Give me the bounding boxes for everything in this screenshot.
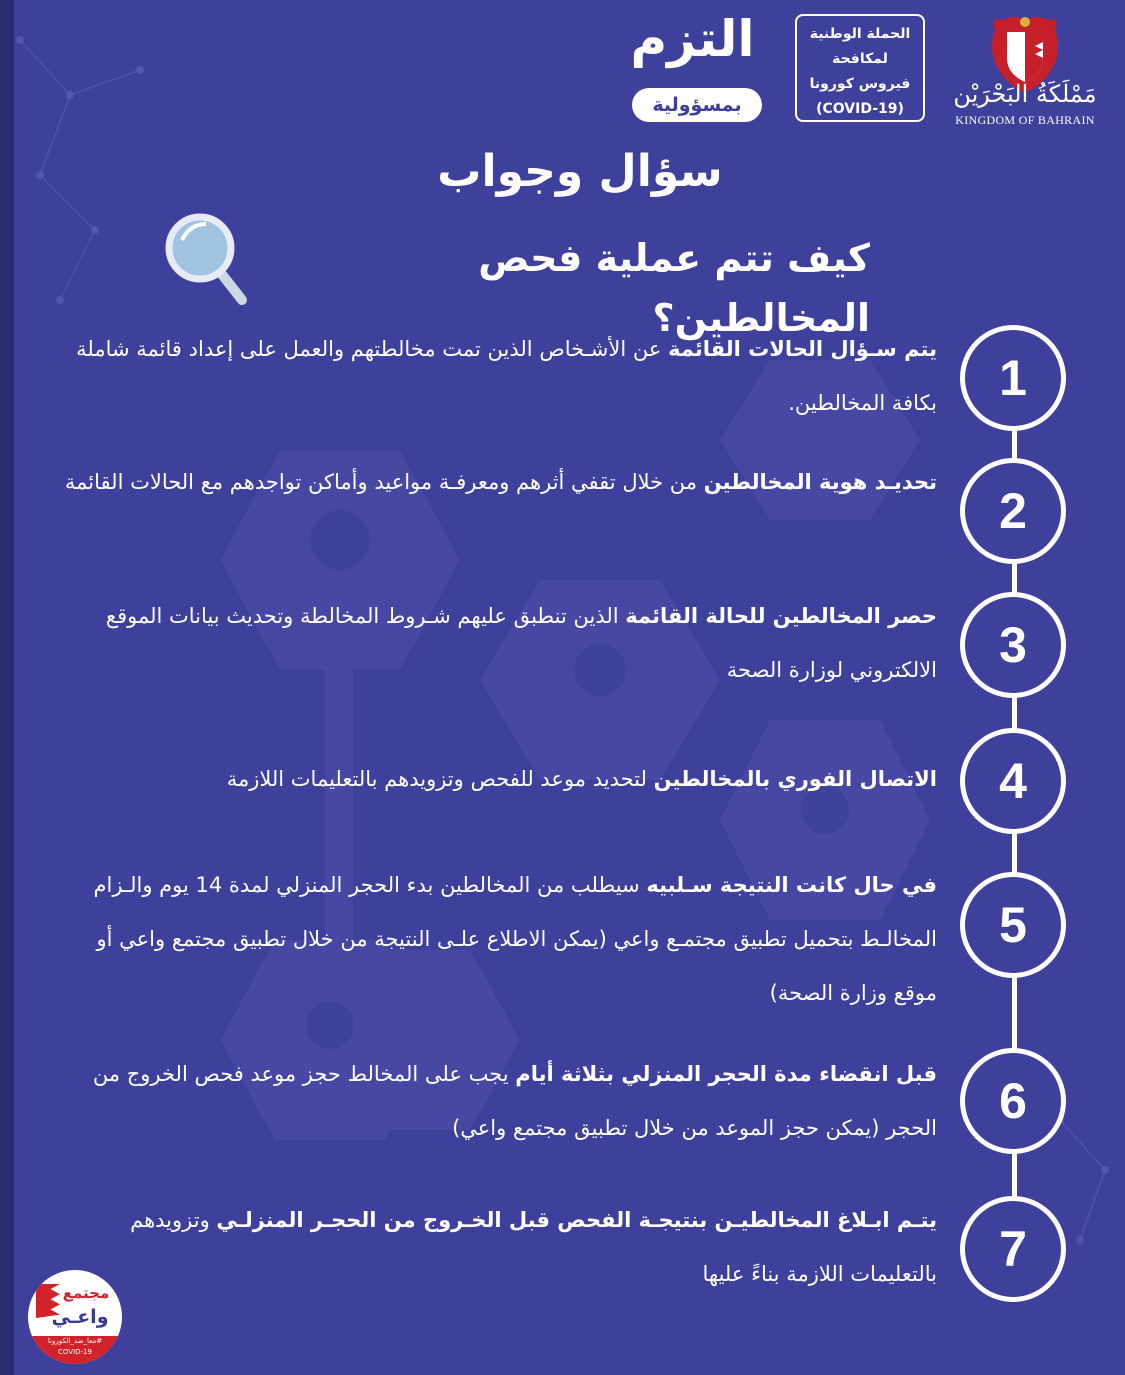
step-number-4: 4 [960,728,1066,834]
national-campaign-badge [795,14,925,122]
mujtama-waei-logo [28,1270,122,1364]
step-5-rest: سيطلب من المخالطين بدء الحجر المنزلي لمدة 14 يوم والـزام المخالـط بتحميل تطبيق مجتمـع واعي (يمكن الاطلاع علـى النتيجة من خلال تطبيق مجتمع واعي أو موقع وزارة الصحة) [93,873,937,1005]
step-text-1 [55,322,937,430]
step-4-rest: لتحديد موعد للفحص وتزويدهم بالتعليمات اللازمة [226,767,654,791]
step-number-1: 1 [960,325,1066,431]
step-text-5 [55,858,937,1020]
left-edge-strip [0,0,14,1375]
logo-covid: COVID-19 [58,1348,92,1356]
step-2-rest: من خلال تقفي أثرهم ومعرفـة مواعيد وأماكن تواجدهم مع الحالات القائمة [64,470,704,494]
logo-hashtag: #معا_ضد_الكورونا [47,1337,103,1345]
campaign-line-1: الحملة الوطنية [809,26,911,42]
slogan-main: التزم [630,10,755,68]
campaign-line-4: (COVID-19) [816,101,904,117]
step-2-bold: تحديـد هوية المخالطين [703,470,937,494]
page-title: سؤال وجواب [437,146,723,197]
step-number-6: 6 [960,1048,1066,1154]
campaign-line-2: لمكافحة [832,51,888,67]
step-number-2: 2 [960,458,1066,564]
step-text-3 [55,589,937,697]
step-text-4 [55,752,937,806]
step-number-3: 3 [960,592,1066,698]
step-3-bold: حصر المخالطين للحالة القائمة [625,604,937,628]
kingdom-name-arabic: مَمْلَكَةُ البَحْرَيْن [953,80,1097,108]
step-5-bold: في حال كانت النتيجة سـلبيه [646,873,937,897]
step-1-bold: يتم سـؤال الحالات القائمة [668,337,937,361]
step-text-6 [55,1047,937,1155]
step-7-rest: وتزويدهم بالتعليمات اللازمة بناءً عليها [130,1208,937,1286]
step-7-bold: يتـم ابـلاغ المخالطيـن بنتيجـة الفحص قبل الخـروج من الحجـر المنزلـي [216,1208,937,1232]
step-1-rest: عن الأشـخاص الذين تمت مخالطتهم والعمل على إعداد قائمة شاملة بكافة المخالطين. [76,337,937,415]
logo-line-1: مجتمع [62,1284,110,1302]
campaign-line-3: فيروس كورونا [809,76,911,92]
step-6-bold: قبل انقضاء مدة الحجر المنزلي بثلاثة أيام [515,1062,937,1086]
page-subtitle: كيف تتم عملية فحص المخالطين؟ [478,236,870,340]
step-4-bold: الاتصال الفوري بالمخالطين [653,767,937,791]
step-text-7 [55,1193,937,1301]
logo-line-2: واعـي [51,1306,109,1328]
step-number-5: 5 [960,872,1066,978]
step-6-rest: يجب على المخالط حجز موعد فحص الخروج من الحجر (يمكن حجز الموعد من خلال تطبيق مجتمع واعي) [92,1062,937,1140]
kingdom-name-english: KINGDOM OF BAHRAIN [955,113,1095,127]
slogan-pill: بمسؤولية [632,88,762,122]
step-number-7: 7 [960,1196,1066,1302]
magnifier-icon [162,210,252,310]
step-text-2 [55,455,937,509]
step-3-rest: الذين تنطبق عليهم شـروط المخالطة وتحديث بيانات الموقع الالكتروني لوزارة الصحة [105,604,937,682]
